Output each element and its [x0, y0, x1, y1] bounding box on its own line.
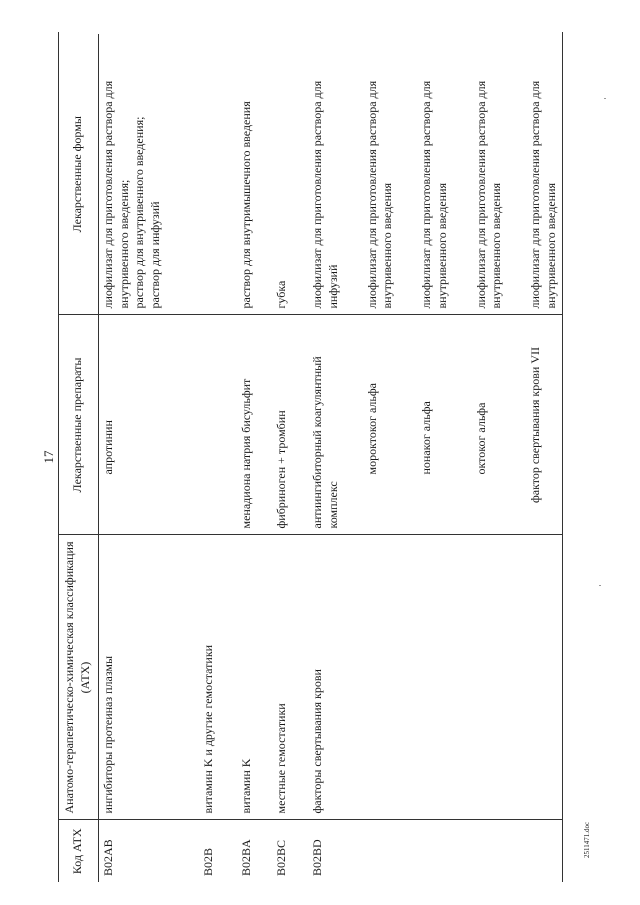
cell-classification: факторы свертывания крови: [308, 535, 363, 820]
header-forms: Лекарственные формы: [58, 34, 99, 315]
form-line: лиофилизат для приготовления раствора для внутривенного введения;: [101, 80, 131, 309]
cell-drug: менадиона натрия бисульфит: [237, 315, 273, 535]
cell-forms: лиофилизат для приготовления раствора для внутривенного введения: [472, 34, 527, 315]
cell-forms: раствор для внутримышечного введения: [237, 34, 273, 315]
scan-speck: [604, 98, 606, 99]
cell-drug: фактор свертывания крови VII: [526, 315, 563, 535]
cell-code: B02BA: [238, 839, 253, 876]
cell-code: B02BC: [274, 839, 289, 876]
form-line: раствор для внутривенного введения;: [132, 116, 147, 309]
cell-classification: местные гемостатики: [272, 535, 308, 820]
cell-classification: витамин K и другие гемостатики: [199, 535, 237, 820]
cell-classification: ингибиторы протеиназ плазмы: [99, 535, 200, 820]
cell-code: B02AB: [101, 839, 115, 876]
cell-drug: нонаког альфа: [417, 315, 472, 535]
cell-drug: мороктоког альфа: [363, 315, 418, 535]
cell-code: B02B: [201, 847, 216, 876]
cell-drug: апротинин: [99, 315, 200, 535]
cell-forms: лиофилизат для приготовления раствора для внутривенного введения: [363, 34, 418, 315]
cell-forms: лиофилизат для приготовления раствора для внутривенного введения: [417, 34, 472, 315]
cell-forms: губка: [272, 34, 308, 315]
page-number: 17: [41, 450, 56, 464]
scan-speck: [599, 585, 601, 586]
cell-code: B02BD: [310, 839, 325, 876]
cell-drug: фибриноген + тромбин: [272, 315, 308, 535]
cell-drug: антиингибиторный коагулянтный комплекс: [308, 315, 363, 535]
header-code: Код АТХ: [58, 820, 99, 882]
cell-drug: октоког альфа: [472, 315, 527, 535]
table-outer-border: [58, 32, 563, 882]
header-classification: Анатомо-терапевтическо-химическая классификация (АТХ): [58, 535, 99, 820]
form-line: раствор для инфузий: [147, 201, 162, 309]
cell-forms: лиофилизат для приготовления раствора для внутривенного введения: [526, 34, 563, 315]
header-drugs: Лекарственные препараты: [58, 315, 99, 535]
footer-filename: 2511471.doc: [583, 821, 591, 858]
cell-classification: витамин K: [237, 535, 273, 820]
cell-forms: лиофилизат для приготовления раствора для инфузий: [308, 34, 363, 315]
